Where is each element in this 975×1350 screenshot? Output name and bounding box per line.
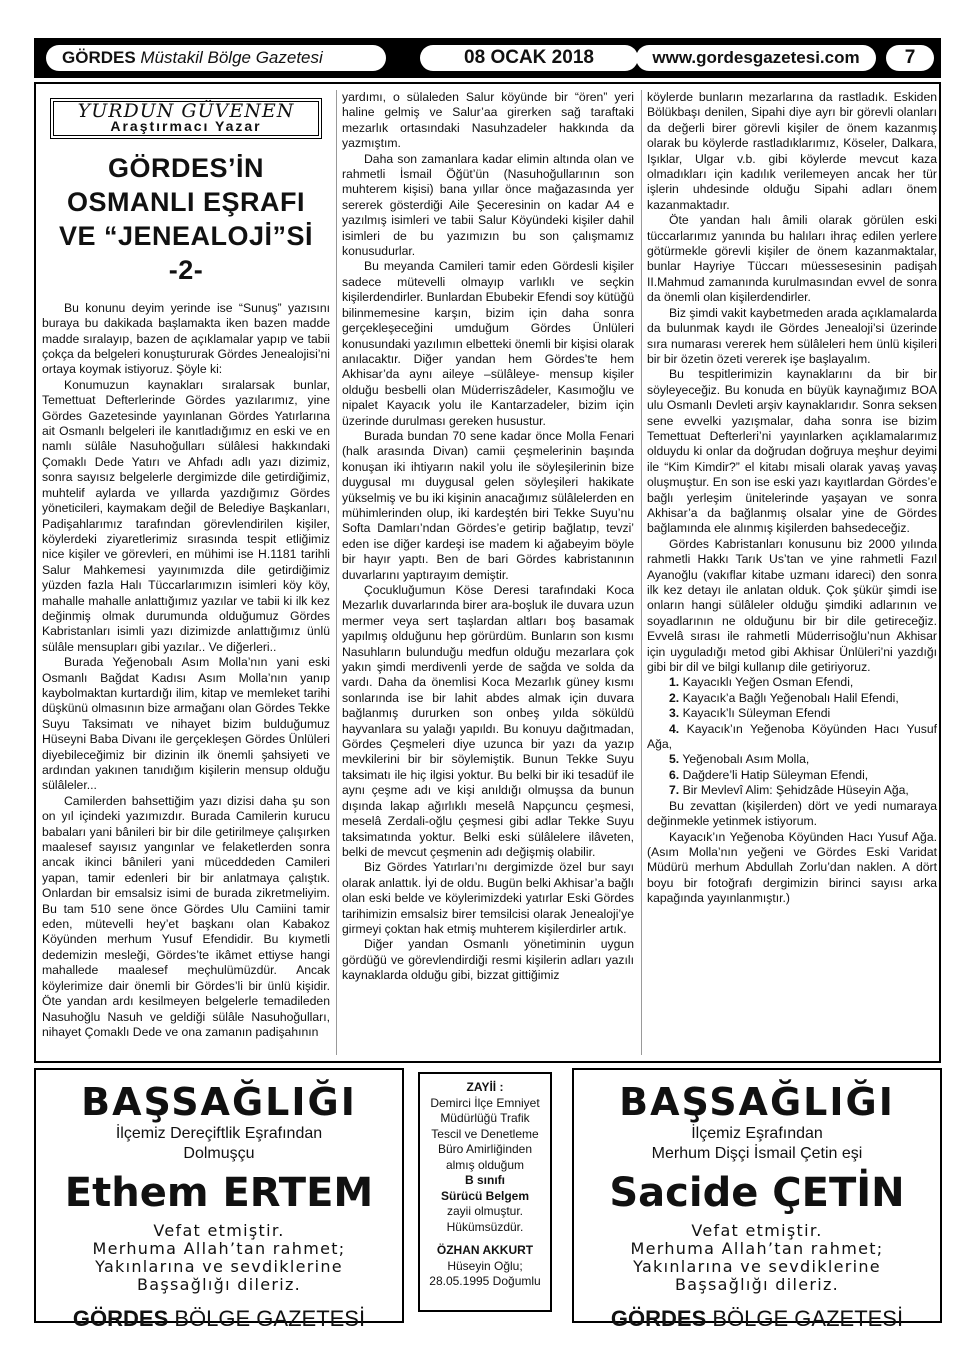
- list-item: [647, 706, 937, 721]
- headline-line-3: VE “JENEALOJİ”Sİ -2-: [58, 220, 314, 285]
- column-divider: [336, 90, 337, 1055]
- article-column-3: [647, 90, 937, 907]
- list-text: Kayacık’lı Süleyman Efendi: [682, 706, 831, 721]
- ad-line: İlçemiz Dereçiftlik Eşrafından: [115, 1125, 323, 1142]
- list-number: 1.: [669, 675, 680, 690]
- paragraph: Biz Gördes Yatırları’nı dergimizde özel bur sayı olarak anlattık. İyi de oldu. Bugün belki Akhisar’a bağlı olan eski belde ve köylerimizdeki yatırlar Eski Gördes tarihimizin emsalsiz birer temsilcisi olarak Jenealoji’ye girmeyi çoktan hak etmiş muhterem kişilerdirler artık.: [342, 860, 634, 936]
- author-brand-box: [50, 98, 322, 139]
- ad-footer: [574, 1306, 940, 1332]
- author-brand-title: YURDUN GÜVENEN: [77, 100, 295, 122]
- list-item: [647, 691, 937, 706]
- ad-title: BAŞSAĞLIĞI: [619, 1080, 895, 1124]
- notice-line: Demirci İlçe Emniyet: [430, 1095, 540, 1110]
- deceased-name: Ethem ERTEM: [64, 1170, 374, 1216]
- list-item: [647, 675, 937, 690]
- ad-line: Vefat etmiştir.: [691, 1221, 823, 1240]
- ad-line: Merhuma Allah’tan rahmet;: [92, 1239, 346, 1258]
- ad-line: Yakınlarına ve sevdiklerine: [633, 1257, 881, 1276]
- paragraph: Bu tespitlerimizin kaynaklarını da bir bir söyleyeceğiz. Bu konuda en büyük kaynağımız BOA ulu Osmanlı Devleti arşiv kaynaklarıdır. Sonra seksen sene evvelki yazışmalar, daha sonra ise bizim Temettuat Defterleri’ni yayınlarken açıklamalarımız olduydu ki onlar da doğrudan doğruya meşhur deyimi ile “Kim Kimdir?” el kitabı misali olarak yavaş yavaş oluşmuştur. En son ise eski yazı kayıtlardan Gördes’e bağlı yerleşim ünitelerinde yaşayan ve sonra Akhisar’a da bağlanmış olsalar yine de Gördes bağlamında ele alınmış kişilerden bahsedeceğiz.: [647, 367, 937, 536]
- notice-line: Hükümsüzdür.: [446, 1219, 524, 1234]
- paragraph: Konumuzun kaynakları sıralarsak bunlar, Temettuat Defterlerinde Gördes yazılarımız, yine Gördes Gazetesinde yayınlanan Gördes Yatırlarına ait Osmanlı belgeleri ile kanıtladığımız en eski ve en namlı sülâle Nasuhoğulları sülâlesi hakkındaki Çomaklı Dede Yatırı ve Ahfadı adlı yazı dizimiz, sonra sayısız belgelerle dergimizde dile getirdiğimiz, muhtelif aylarda ve yıllarda yazdığımız Gördes yöneticileri, kaymakam değil de Belediye Başkanları, Padişahlarımız tarafından görevlendirilen kişiler, köylerdeki ziyaretlerimiz sırasında tespit etliğimiz nice kişiler ve görevleri, en mühimi ise H.1181 tarihli Salur Mahkemesi yayınımızda dile getirdiğimiz yüzden fazla Halı Tüccarlarımızın isimleri köy köy, mahalle mahalle anlattığımız yazılar ve tabii ki ilk kez değinmiş olmak durumunda olduğumuz Gördes Kabristanları isimli yazı dizimizde anlattığımız ünlü sülâle mensupları gibi yazılar.. Ve diğerleri..: [42, 377, 330, 654]
- paper-name: [46, 45, 386, 71]
- notice-line: almış olduğum: [445, 1157, 525, 1172]
- notice-line: ÖZHAN AKKURT: [436, 1243, 534, 1257]
- page-number: 7: [886, 45, 934, 71]
- paragraph: Çocukluğumun Köse Deresi tarafındaki Koca Mezarlık duvarlarında birer ara-boşluk ile duvara uzun mermer veya sert taşlardan altları boş basamak yapılmış olduğunu hep görürdüm. Bunların son kısmı Nasuhların bulunduğu medfun olduğu mezarlara çok yakın şimdi merdivenli yerde de sağda ve solda da vardı. Daha da önemlisi Koca Mezarlık güney kısmı sonlarında ise bir lahit abdes almak için duvara bağlanmış dururken son onbeş yılda söküldü hayvanlara su yalağı yapıldı. Bu konuyu dağıtmadan, Gördes Çeşmeleri diye uzunca bir yazı da yazıp mevkilerini bir bir söylemiştik. Bunun Tekke Suyu taksimatı ile hiç ilgisi yoktur. Bu belki bir iki tesadüf ile aynı çeşme adı ve kişi anıldığı olmuşsa da bunun dışında lakap ağırlıklı meselâ Napçuncu çeşmesi, meselâ Zerdali-oğlu çeşmesi gibi adlar Tekke Suyu taksimatında yoktur. Belki eski sülâlelere ilâveten, belki de mevcut çeşmenin adı değişmiş olabilir.: [342, 583, 634, 859]
- headline-line-2: OSMANLI EŞRAFI: [66, 186, 305, 217]
- list-number: 2.: [669, 690, 680, 705]
- list-item: [647, 722, 937, 753]
- ad-line: İlçemiz Eşrafından: [691, 1125, 823, 1142]
- ad-footer-bold: GÖRDES: [610, 1306, 707, 1331]
- column-divider: [641, 90, 642, 1055]
- article: [34, 82, 941, 1063]
- paragraph: Kayacık’ın Yeğenoba Köyünden Hacı Yusuf Ağa. (Asım Molla’nın yeğeni ve Gördes Eski Varidat Müdürü merhum Abdullah Zorlu’dan naklen. A dört boyu bir fotoğrafı dergimizin birinci sayısı arka kapağında yayınlanmıştır.): [647, 829, 937, 906]
- condolence-ad-right: [572, 1068, 942, 1331]
- ad-footer-bold: GÖRDES: [72, 1306, 169, 1331]
- paragraph: Burada bundan 70 sene kadar önce Molla Fenari (halk arasında Divan) camii çeşmelerinin başında konuşan iki ihtiyarın nakil yolu ile söyleşilerinin bize duygusal mı duygusal gelen söyleşileri hakikate yükselmiş ve bu iki kişinin anacağımız sülâlelerden en mühimlerinden olup, iki kardeştén biri Tekke Suyu’nu Softa Damları’ndan Gördes’e getirip bağlatıp, tevzi’ eden ise diğer kardeşi ise madem ki ağabeyim böyle bir hayır yaptı. Ben de bari Gördes kabristanının duvarlarını yaptırayım demiştir.: [342, 428, 634, 582]
- lost-notice: [418, 1072, 552, 1312]
- notice-line: B sınıfı: [464, 1173, 505, 1187]
- paragraph: Diğer yandan Osmanlı yönetiminin uygun gördüğü ve görevlendirdiği resmi kişilerin adları yazılı kaynaklarda olduğu gibi, bizzat gittiğimiz: [342, 937, 634, 983]
- list-text: Kayacık’ın Yeğenoba Köyünden Hacı Yusuf Ağa,: [647, 721, 937, 752]
- ad-line: Vefat etmiştir.: [153, 1221, 285, 1240]
- list-number: 4.: [669, 721, 680, 736]
- ad-footer: [36, 1306, 402, 1332]
- notice-line: Tescil ve Denetleme: [431, 1126, 539, 1141]
- condolence-ad-left: [34, 1068, 404, 1331]
- notice-line: zayii olmuştur.: [446, 1204, 524, 1218]
- ad-line: Yakınlarına ve sevdiklerine: [95, 1257, 343, 1276]
- list-number: 3.: [669, 706, 680, 721]
- list-number: 7.: [669, 783, 680, 798]
- list-number: 6.: [669, 767, 680, 782]
- author-brand-sub: Araştırmacı Yazar: [110, 118, 262, 135]
- ad-line: Başsağlığı dileriz.: [674, 1275, 840, 1294]
- ad-line: Başsağlığı dileriz.: [136, 1275, 302, 1294]
- list-text: Bir Mevlevî Alim: Şehidzâde Hüseyin Ağa,: [682, 783, 909, 798]
- ad-title: BAŞSAĞLIĞI: [81, 1080, 357, 1124]
- article-column-2: [342, 90, 634, 984]
- ad-footer-rest: BÖLGE GAZETESİ: [174, 1306, 366, 1331]
- ad-line: Dolmuşçu: [183, 1145, 255, 1162]
- page-header: [34, 38, 941, 78]
- issue-date: 08 OCAK 2018: [420, 45, 638, 71]
- paragraph: Gördes Kabristanları konusunu biz 2000 yılında rahmetli Hakkı Tarık Us’tan ve yine rahmetli Fazıl Ayanoğlu (vakıflar kitabe uzmanı idareci) den sonra ilk kez detayı ile anlatan olduk. Çok şükür şimdi ise onların hangi sülâleler olduğu şimdiki adlarının ve soyadlarının ne olduğunu bir bir dile getireceğiz. Evvelâ sırası ile rahmetli Müderrisoğlu’nun Akhisar için uyguladığı metod gibi Akhisar Ünlüleri’ni yazdığı gibi bir dil ve bilgi kullanıp dile getiriyoruz.: [647, 536, 937, 675]
- list-text: Yeğenobalı Asım Molla,: [682, 752, 810, 767]
- paragraph: Daha son zamanlara kadar elimin altında olan ve rahmetli İsmail Öğüt’ün (Nasuhoğullarının son muhterem kişisi) bana yıllar önce mağazasında yer sererek gösterdiği Aile Şeceresinin on kadar A4 e yazılmış isimleri ve tabii Salur Köyündeki kişiler dahil isimleri de bu yazımızın bu son çalışmamız konusudurlar.: [342, 151, 634, 259]
- paper-name-sub: Müstakil Bölge Gazetesi: [140, 48, 323, 67]
- paragraph: Camilerden bahsettiğim yazı dizisi daha şu son on yıl içindeki yazımızdır. Burada Camilerin kurucu babaları yani bânileri bir bir dile getirilmeye çalışırken maalesef sayısız yangınlar ve felaketlerden sonra ancak ikinci bânileri yani müceddeden Camileri yapan, tamir edenleri bir bir anlatmaya çalıştık. Onlardan bir emsalsiz isimi de burada zikretmeliyim. Bu tam 510 sene önce Gördes Ulu Camiini tamir eden, mütevelli hey’et başkanı olan Kabakoz Köyünden merhum Yusuf Efendidir. Bu kıymetli dedemizin mesleği, Gördes’te ikâmet ettiyse hangi mahallede maalesef meçhulümüzdür. Ancak köylerimize dair önemli bir Gördes’li bir ünlü kişidir. Öte yandan ardı kesilmeyen belgelerle temadileden Nasuhoğlu Nasuh ve geldiği sülâle Nasuhoğulları, nihayet Çomaklı Dede ve ona zamanın padişahının: [42, 793, 330, 1039]
- ad-line: Merhuma Allah’tan rahmet;: [630, 1239, 884, 1258]
- paragraph: yardımı, o sülaleden Salur köyünde bir “ören” yeri haline gelmiş ve Salur’aa girerken sağ taraftaki mezarlık ortasındaki Nasuhzadeler hakkında da yazmıştım.: [342, 90, 634, 151]
- headline-line-1: GÖRDES’İN: [107, 152, 265, 183]
- notice-line: Müdürlüğü Trafik: [440, 1111, 530, 1125]
- list-number: 5.: [669, 752, 680, 767]
- paragraph: Bu meyanda Camileri tamir eden Gördesli kişiler sadece mütevelli olmayıp varlıklı ve seçkin kişilerdendirler. Bunlardan Ebubekir Efendi soy kütüğü bilinmemesine karşın, bizim için daha sonra gerçekleşeceğini umduğum Gördes Ünlüleri konusundaki yazılımın elbetteki önemli bir kişisi olarak anılacaktır. Diğer yandan hem Gördes’te hem Akhisar’da aynı aileye –sülâleye- mensup kişiler olduğu besbelli olan Müderriszâdeler, Kasımoğlu ve nipalet Kayacık yolu ile Kantarzadeler, bizim için üzerinde durulması gereken husustur.: [342, 259, 634, 428]
- ad-line: Merhum Dişçi İsmail Çetin eşi: [651, 1145, 863, 1162]
- notice-line: Hüseyin Oğlu;: [447, 1258, 523, 1273]
- paragraph: Bu zevattan (kişilerden) dört ve yedi numaraya değinmekle yetinmek istiyorum.: [647, 798, 937, 829]
- article-headline: [42, 151, 330, 287]
- website-link[interactable]: www.gordesgazetesi.com: [636, 45, 876, 71]
- notice-line: 28.05.1995 Doğumlu: [429, 1274, 541, 1288]
- article-column-1: [42, 90, 330, 1040]
- notice-line: Sürücü Belgem: [440, 1188, 530, 1203]
- paragraph: Biz şimdi vakit kaybetmeden arada açıklamalarda da bulunmak kaydı ile Gördes Jenealoji’si üzerinde sıra numarası vererek hem sülâleleri hem ünlü kişileri bir bir özetin özeti vererek işe başlayalım.: [647, 305, 937, 366]
- deceased-name: Sacide ÇETİN: [609, 1170, 905, 1216]
- list-text: Kayacıklı Yeğen Osman Efendi,: [682, 675, 854, 690]
- list-item: [647, 768, 937, 783]
- list-text: Dağdere’li Hatip Süleyman Efendi,: [682, 767, 869, 782]
- list-item: [647, 783, 937, 798]
- list-text: Kayacık’a Bağlı Yeğenobalı Halil Efendi,: [682, 690, 899, 705]
- paragraph: Bu konunu deyim yerinde ise “Sunuş” yazısını buraya bu dakikada başlamakta iken bazen madde madde sıralayıp, bazen de açıklamalar yapıp ve tabii çokça da belgeleri konuştururak Gördes Jenealojisi’ni ortaya koymak istiyoruz. Şöyle ki:: [42, 300, 330, 377]
- paragraph: köylerde bunların mezarlarına da rastladık. Eskiden Bölükbaşı denilen, Sipahi diye ayrı bir görevli olanları da değerli birer görevli kişiler de önem kazanmış olarak bu köylerde rastladıklarımız, Köseler, Dalkara, Işıklar, Ulgar v.b. gibi köylerde mevcut kaza olmadıkları için kadılık verilemeyen ancak her tür işlerin uhdesinde olduğu Sipahi adları önem kazanmaktadır.: [647, 90, 937, 212]
- notice-line: Büro Amirliğinden: [437, 1142, 533, 1156]
- paper-name-bold: GÖRDES: [62, 48, 136, 67]
- notice-line: ZAYİİ :: [466, 1080, 504, 1094]
- paragraph: Öte yandan halı âmili olarak görülen eski tüccarlarımız yanında bu halıları ihraç edilen yerlere götürmekle görevli kişiler de önem kazanmaktalar, bunlar Hayriye Tüccarı müessesesinin padişah II.Mahmud zamanında kurulmasından evvel de sonra da önemli olan kişilerdendirler.: [647, 213, 937, 305]
- ad-footer-rest: BÖLGE GAZETESİ: [712, 1306, 904, 1331]
- list-item: [647, 752, 937, 767]
- paragraph: Burada Yeğenobalı Asım Molla’nın yani eski Osmanlı Bağdat Kadısı Asım Molla’nın yanıp kaybolmaktan kurtardığı ilim, kitap ve memleket tarihi düşkünü olmasının bize armağanı olan Gördes Tekke Suyu Taksimatı ve nihayet bizim bulduğumuz Hüseyni Baba Divanı ile gerçekleşen Gördes Ünlüleri diyebileceğimiz bir dizinin ilk önemli şahsiyeti ve ardından yakınen tanıdığım kişilerin mensup olduğu sülâleler...: [42, 655, 330, 793]
